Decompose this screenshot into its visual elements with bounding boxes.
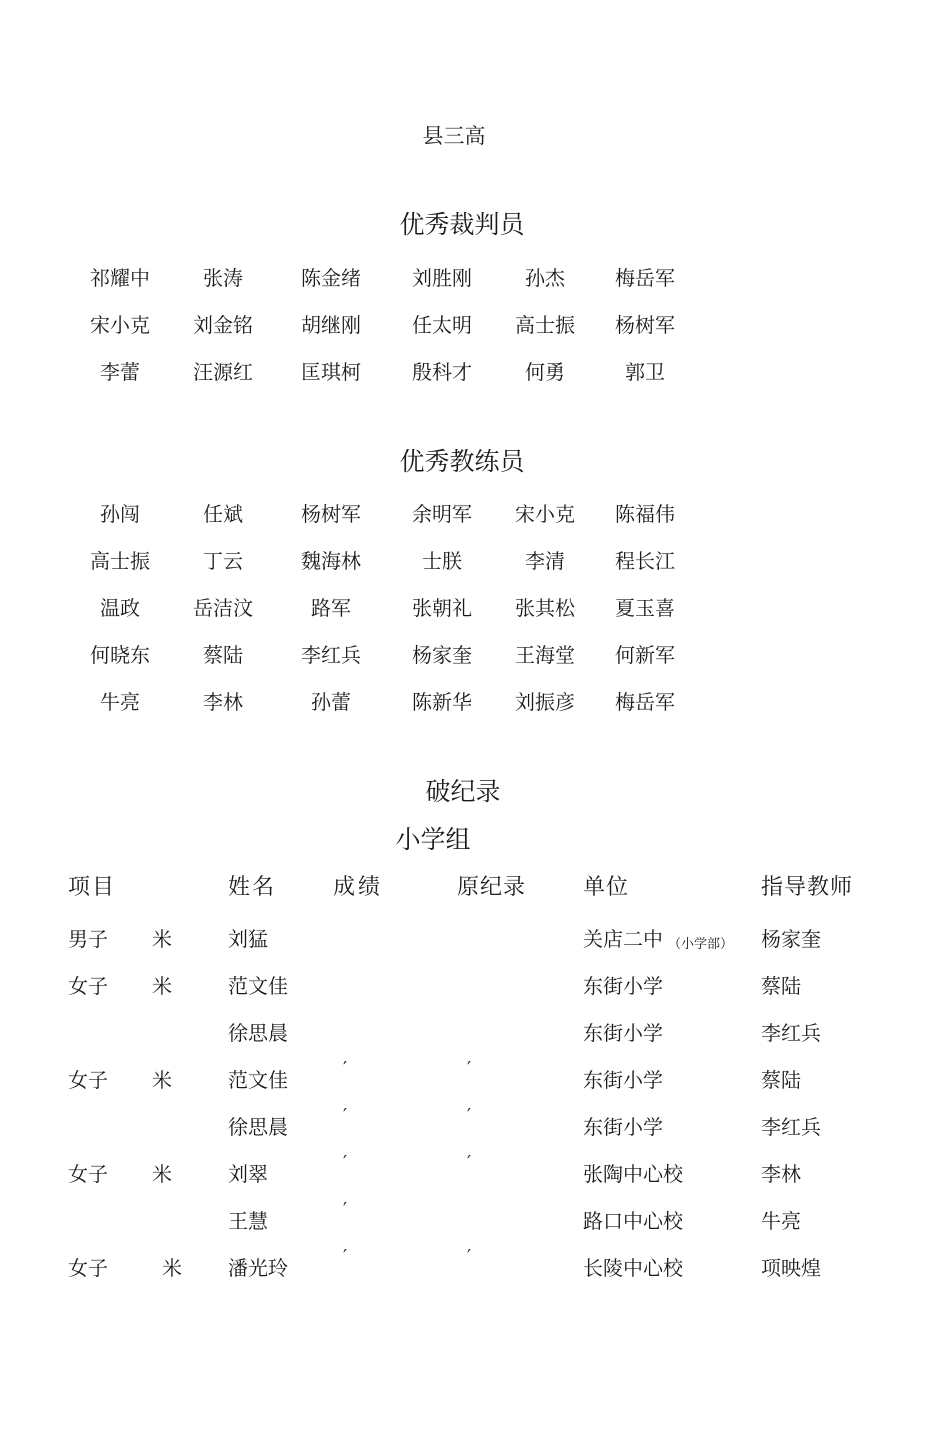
record-name: 刘翠 [228,1162,268,1186]
person-name: 余明军 [412,502,472,526]
person-name: 孙闯 [100,502,140,526]
person-name: 高士振 [515,313,575,337]
record-name: 王慧 [228,1209,268,1233]
person-name: 李蕾 [100,360,140,384]
person-name: 张朝礼 [412,596,472,620]
person-name: 张其松 [515,596,575,620]
record-old: ′ [467,1246,472,1267]
person-name: 士朕 [422,549,462,573]
person-name: 魏海林 [301,549,361,573]
header-score: 成绩 [333,875,384,900]
records-subtitle: 小学组 [395,825,471,854]
record-old: ′ [467,1058,472,1079]
record-coach: 杨家奎 [761,927,821,951]
person-name: 梅岳军 [615,690,675,714]
person-name: 王海堂 [515,643,575,667]
record-coach: 李红兵 [761,1021,821,1045]
record-unit: 东街小学 [583,1068,663,1092]
referees-title: 优秀裁判员 [399,210,525,239]
person-name: 陈福伟 [615,502,675,526]
header-coach: 指导教师 [761,875,854,900]
top-label: 县三高 [422,124,486,148]
record-coach: 蔡陆 [761,974,801,998]
record-unit: 东街小学 [583,974,663,998]
record-coach: 李红兵 [761,1115,821,1139]
person-name: 祁耀中 [90,266,150,290]
person-name: 李清 [525,549,565,573]
person-name: 李林 [203,690,243,714]
record-unit: 张陶中心校 [583,1162,683,1186]
person-name: 刘胜刚 [412,266,472,290]
name-row [70,356,730,386]
record-name: 刘猛 [228,927,268,951]
person-name: 温政 [100,596,140,620]
person-name: 宋小克 [90,313,150,337]
name-row [70,262,730,292]
person-name: 牛亮 [100,690,140,714]
record-score: ′ [343,1199,348,1220]
person-name: 陈金绪 [301,266,361,290]
person-name: 杨树军 [301,502,361,526]
record-gender: 女子 [68,1162,108,1186]
record-unit: 东街小学 [583,1115,663,1139]
record-name: 徐思晨 [228,1021,288,1045]
person-name: 梅岳军 [615,266,675,290]
record-coach: 蔡陆 [761,1068,801,1092]
record-event-unit: 米 [152,974,172,998]
person-name: 蔡陆 [203,643,243,667]
person-name: 何新军 [615,643,675,667]
name-row [70,309,730,339]
record-unit: 关店二中 [583,927,663,951]
record-unit-note: （小学部） [668,937,734,952]
person-name: 路军 [311,596,351,620]
person-name: 刘振彦 [515,690,575,714]
record-old: ′ [467,1152,472,1173]
person-name: 岳洁汶 [193,596,253,620]
record-score: ′ [343,1246,348,1267]
header-item: 项目 [68,875,117,900]
person-name: 宋小克 [515,502,575,526]
person-name: 匡琪柯 [301,360,361,384]
name-row [70,686,730,716]
record-coach: 李林 [761,1162,801,1186]
person-name: 杨家奎 [412,643,472,667]
person-name: 任太明 [412,313,472,337]
person-name: 任斌 [203,502,243,526]
header-name: 姓名 [228,875,277,900]
header-old-record: 原纪录 [457,875,527,900]
record-event-unit: 米 [152,1162,172,1186]
records-title: 破纪录 [425,777,501,806]
person-name: 何勇 [525,360,565,384]
record-event-unit: 米 [152,1068,172,1092]
record-event-unit: 米 [162,1256,182,1280]
record-unit: 路口中心校 [583,1209,683,1233]
record-name: 潘光玲 [228,1256,288,1280]
person-name: 胡继刚 [301,313,361,337]
person-name: 孙蕾 [311,690,351,714]
name-row [70,639,730,669]
coaches-title: 优秀教练员 [399,447,525,476]
record-score: ′ [343,1152,348,1173]
person-name: 何晓东 [90,643,150,667]
record-name: 徐思晨 [228,1115,288,1139]
record-gender: 女子 [68,974,108,998]
record-gender: 女子 [68,1256,108,1280]
person-name: 汪源红 [193,360,253,384]
person-name: 陈新华 [412,690,472,714]
person-name: 李红兵 [301,643,361,667]
name-row [70,592,730,622]
record-gender: 女子 [68,1068,108,1092]
person-name: 殷科才 [412,360,472,384]
person-name: 刘金铭 [193,313,253,337]
person-name: 高士振 [90,549,150,573]
record-name: 范文佳 [228,974,288,998]
record-unit: 长陵中心校 [583,1256,683,1280]
person-name: 夏玉喜 [615,596,675,620]
person-name: 郭卫 [625,360,665,384]
person-name: 孙杰 [525,266,565,290]
header-unit: 单位 [583,875,630,900]
record-coach: 项映煌 [761,1256,821,1280]
person-name: 丁云 [203,549,243,573]
record-score: ′ [343,1058,348,1079]
record-score: ′ [343,1105,348,1126]
record-gender: 男子 [68,927,108,951]
name-row [70,498,730,528]
record-old: ′ [467,1105,472,1126]
person-name: 程长江 [615,549,675,573]
record-name: 范文佳 [228,1068,288,1092]
person-name: 张涛 [203,266,243,290]
name-row [70,545,730,575]
record-event-unit: 米 [152,927,172,951]
person-name: 杨树军 [615,313,675,337]
record-coach: 牛亮 [761,1209,801,1233]
record-unit: 东街小学 [583,1021,663,1045]
